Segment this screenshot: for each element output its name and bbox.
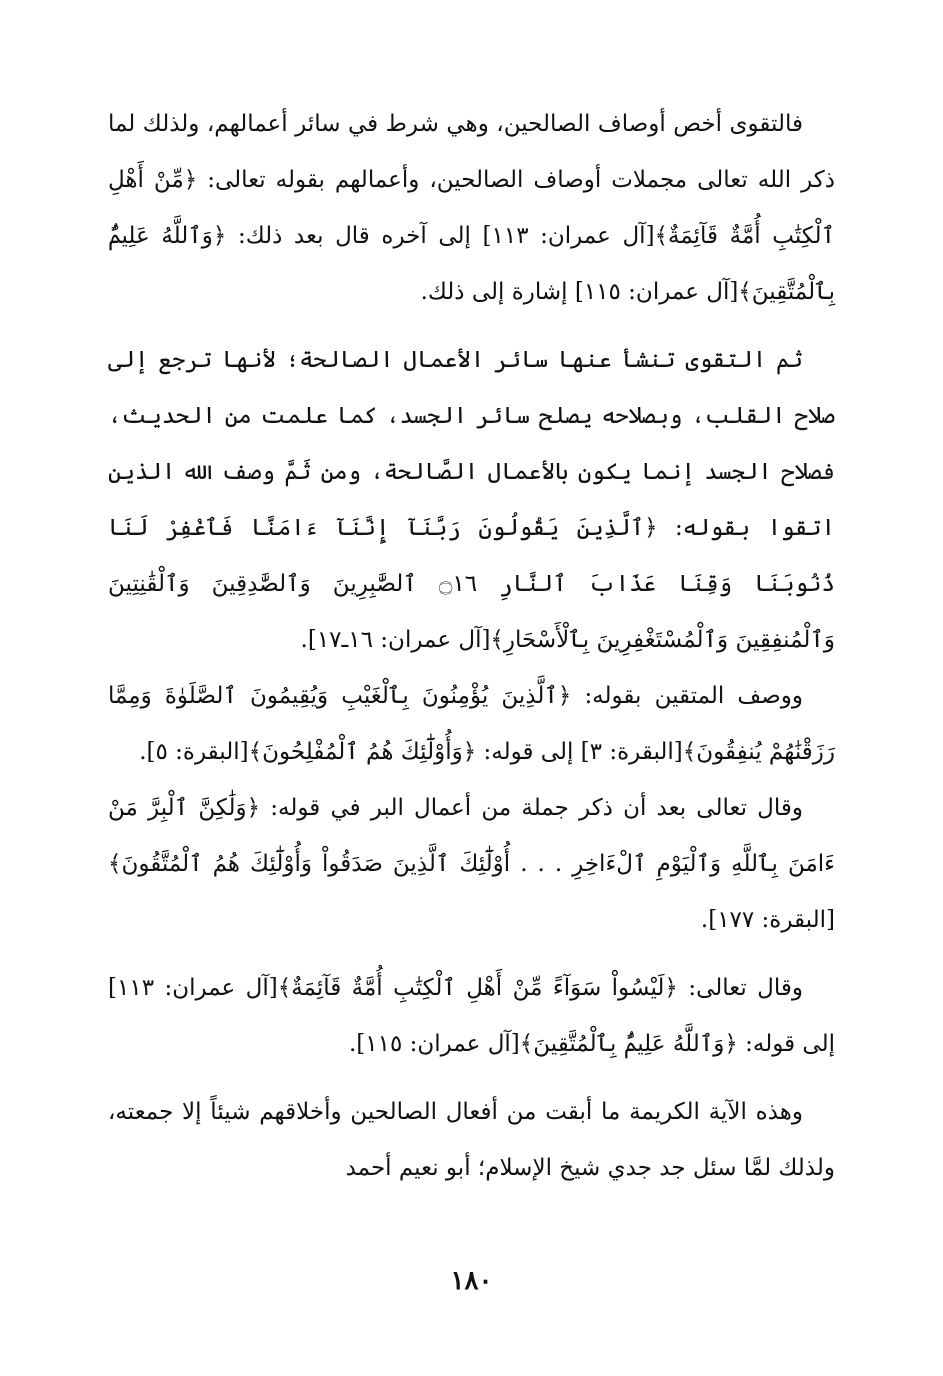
paragraph-4: [108, 780, 835, 948]
paragraph-2: [108, 332, 835, 668]
paragraph-2-text: ثم التقوى تنشأ عنها سائر الأعمال الصالحة؛ لأنها ترجع إلى صلاح القلب، وبصلاحه يصلح سائر الجسد، كما علمت من الحديث، فصلاح الجسد إنما يكون بالأعمال الصَّالحة، ومن ثَمَّ وصف الله الذين اتقوا بقوله: ﴿ٱلَّذِينَ يَقُولُونَ رَبَّنَآ إِنَّنَآ ءَامَنَّا فَٱغْفِرْ لَنَا ذُنُوبَنَا وَقِنَا عَذَابَ ٱلنَّارِ ۝١٦ ٱلصَّٰبِرِينَ وَٱلصَّٰدِقِينَ وَٱلْقَٰنِتِينَ وَٱلْمُنفِقِينَ وَٱلْمُسْتَغْفِرِينَ بِٱلْأَسْحَارِ﴾[آل عمران: ١٦ـ١٧].: [108, 347, 836, 653]
paragraph-3: [108, 668, 835, 780]
paragraph-5: [108, 960, 835, 1072]
paragraph-6: [108, 1084, 835, 1196]
paragraph-1: [108, 96, 835, 320]
paragraph-1-text: فالتقوى أخص أوصاف الصالحين، وهي شرط في سائر أعمالهم، ولذلك لما ذكر الله تعالى مجملات أوصاف الصالحين، وأعمالهم بقوله تعالى: ﴿مِّنْ أَهْلِ ٱلْكِتَٰبِ أُمَّةٌ قَآئِمَةٌ﴾[آل عمران: ١١٣] إلى آخره قال بعد ذلك: ﴿وَٱللَّهُ عَلِيمٌۢ بِٱلْمُتَّقِينَ﴾[آل عمران: ١١٥] إشارة إلى ذلك.: [108, 111, 835, 305]
paragraph-4-text: وقال تعالى بعد أن ذكر جملة من أعمال البر في قوله: ﴿وَلَٰكِنَّ ٱلْبِرَّ مَنْ ءَامَنَ بِٱللَّهِ وَٱلْيَوْمِ ٱلْءَاخِرِ . . . أُوْلَٰٓئِكَ ٱلَّذِينَ صَدَقُواْ وَأُوْلَٰٓئِكَ هُمُ ٱلْمُتَّقُونَ﴾[البقرة: ١٧٧].: [108, 795, 835, 933]
paragraph-3-text: ووصف المتقين بقوله: ﴿ٱلَّذِينَ يُؤْمِنُونَ بِٱلْغَيْبِ وَيُقِيمُونَ ٱلصَّلَوٰةَ وَمِمَّا رَزَقْنَٰهُمْ يُنفِقُونَ﴾[البقرة: ٣] إلى قوله: ﴿وَأُوْلَٰٓئِكَ هُمُ ٱلْمُفْلِحُونَ﴾[البقرة: ٥].: [108, 683, 835, 765]
paragraph-6-text: وهذه الآية الكريمة ما أبقت من أفعال الصالحين وأخلاقهم شيئاً إلا جمعته، ولذلك لمَّا سئل جد جدي شيخ الإسلام؛ أبو نعيم أحمد: [108, 1099, 835, 1181]
body-text: [108, 96, 835, 1196]
page-number: ١٨٠: [450, 1266, 493, 1296]
paragraph-5-text: وقال تعالى: ﴿لَيْسُواْ سَوَآءً مِّنْ أَهْلِ ٱلْكِتَٰبِ أُمَّةٌ قَآئِمَةٌ﴾[آل عمران: ١١٣] إلى قوله: ﴿وَٱللَّهُ عَلِيمٌۢ بِٱلْمُتَّقِينَ﴾[آل عمران: ١١٥].: [108, 975, 835, 1057]
